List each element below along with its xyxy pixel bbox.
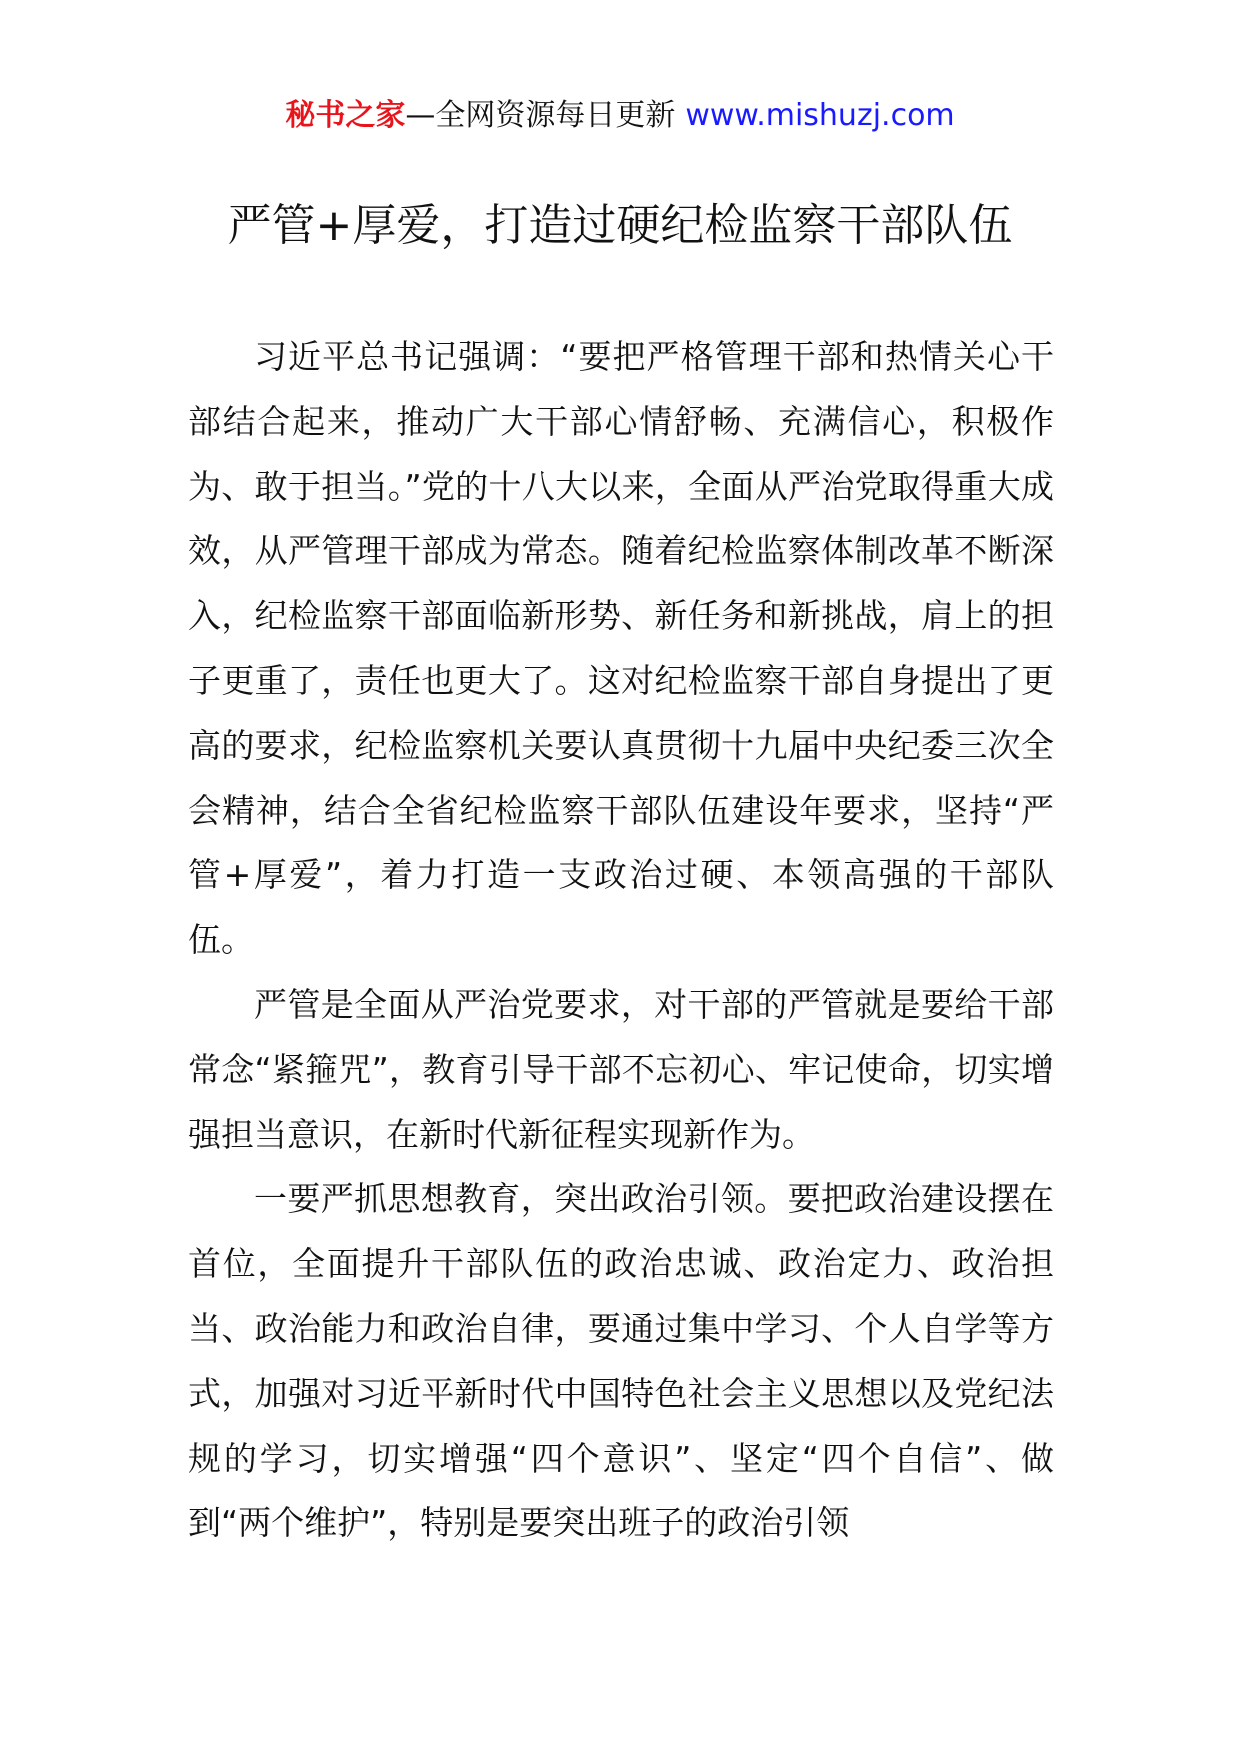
paragraph-1: 习近平总书记强调：“要把严格管理干部和热情关心干部结合起来，推动广大干部心情舒畅、充满信心，积极作为、敢于担当。”党的十八大以来，全面从严治党取得重大成效，从严管理干部成为常态。随着纪检监察体制改革不断深入，纪检监察干部面临新形势、新任务和新挑战，肩上的担子更重了，责任也更大了。这对纪检监察干部自身提出了更高的要求，纪检监察机关要认真贯彻十九届中央纪委三次全会精神，结合全省纪检监察干部队伍建设年要求，坚持“严管+厚爱”，着力打造一支政治过硬、本领高强的干部队伍。 bbox=[188, 337, 1054, 960]
brand-name: 秘书之家 bbox=[285, 98, 406, 133]
document-body bbox=[188, 325, 1054, 1556]
banner-dash: — bbox=[405, 98, 436, 133]
site-banner bbox=[0, 96, 1240, 136]
document-title: 严管+厚爱，打造过硬纪检监察干部队伍 bbox=[227, 200, 1013, 251]
paragraph-3: 一要严抓思想教育，突出政治引领。要把政治建设摆在首位，全面提升干部队伍的政治忠诚、政治定力、政治担当、政治能力和政治自律，要通过集中学习、个人自学等方式，加强对习近平新时代中国特色社会主义思想以及党纪法规的学习，切实增强“四个意识”、坚定“四个自信”、做到“两个维护”，特别是要突出班子的政治引领 bbox=[188, 1179, 1054, 1543]
paragraph-2: 严管是全面从严治党要求，对干部的严管就是要给干部常念“紧箍咒”，教育引导干部不忘初心、牢记使命，切实增强担当意识，在新时代新征程实现新作为。 bbox=[188, 984, 1054, 1154]
banner-tagline: 全网资源每日更新 bbox=[435, 98, 676, 133]
site-url-link[interactable]: www.mishuzj.com bbox=[685, 98, 955, 133]
